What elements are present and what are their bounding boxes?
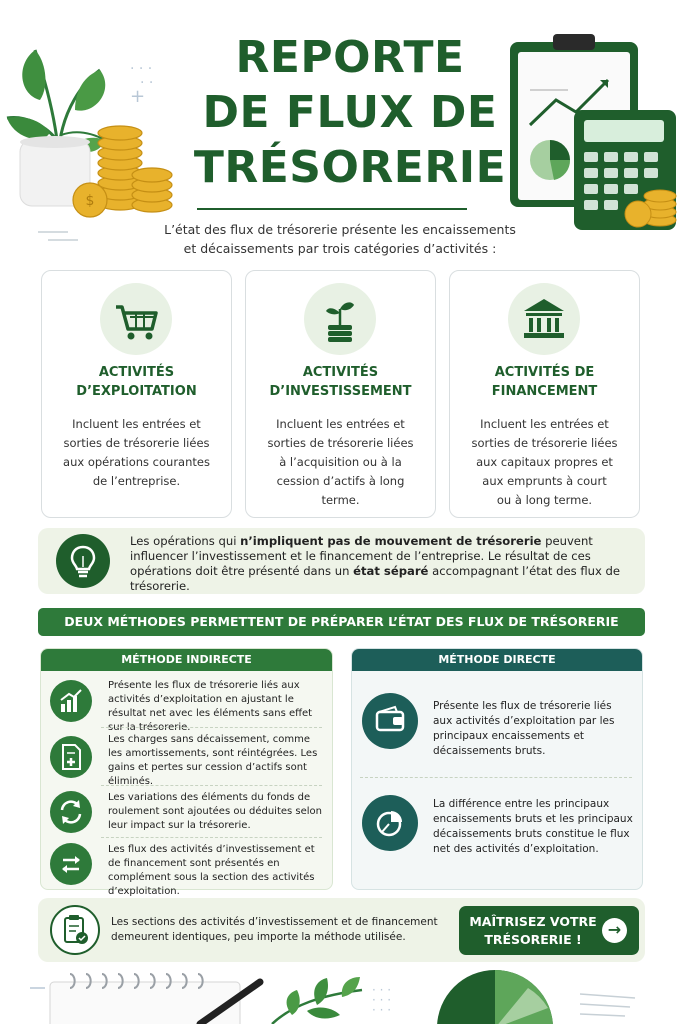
indirect-item-text: Présente les flux de trésorerie liés aux activités d’exploitation en ajustant le résultat net avec les éléments sans effet sur la trésorerie. — [108, 680, 313, 733]
card-description — [460, 415, 629, 510]
lightbulb-icon — [56, 534, 110, 588]
intro-line-1: L’état des flux de trésorerie présente les encaissements — [164, 222, 516, 237]
note-text — [130, 534, 635, 594]
bar-chart-icon — [50, 680, 92, 722]
method-indirect-panel — [40, 648, 333, 897]
card-desc-line: Incluent les entrées et — [72, 417, 201, 431]
card-title-line: ACTIVITÉS — [302, 365, 379, 380]
document-plus-icon — [50, 736, 92, 778]
card-desc-line: sorties de trésorerie liées — [63, 436, 210, 450]
card-desc-line: cession d’actifs à long — [276, 474, 405, 488]
note-text-part: peuvent influencer l’investissement et le financement de l’entreprise. Le résultat de ces opérations doit être présenté dans un — [130, 534, 593, 578]
note-text-part: accompagnant l’état des flux de trésorerie. — [130, 564, 621, 593]
title-line-1: REPORTE — [235, 32, 465, 83]
note-emphasis: n’impliquent pas de mouvement de trésorerie — [240, 534, 542, 548]
non-cash-note — [38, 528, 645, 594]
sparkle-decoration: · · · · · + — [130, 61, 154, 107]
title-line-3: TRÉSORERIE — [193, 142, 507, 193]
clipboard-check-icon — [50, 905, 100, 955]
cta-label-line: TRÉSORERIE ! — [484, 932, 582, 947]
card-desc-line: de l’entreprise. — [92, 474, 181, 488]
exchange-arrows-icon — [50, 843, 92, 885]
footer-text: Les sections des activités d’investissement et de financement demeurent identiques, peu importe la méthode utilisée. — [111, 916, 438, 943]
card-financement — [449, 270, 640, 518]
indirect-item — [41, 675, 332, 733]
note-text-part: Les opérations qui — [130, 534, 241, 548]
card-desc-line: sorties de trésorerie liées — [471, 436, 618, 450]
card-description — [256, 415, 425, 510]
leaf-decoration — [262, 975, 382, 1024]
method-direct-header: MÉTHODE DIRECTE — [352, 649, 642, 671]
cta-label — [469, 913, 597, 949]
pie-chart-icon — [362, 795, 418, 851]
notebook-pen-illustration — [30, 968, 265, 1024]
cta-button[interactable] — [459, 906, 639, 955]
indirect-item — [41, 729, 332, 785]
indirect-item-text: Les variations des éléments du fonds de roulement sont ajoutées ou déduites selon leur impact sur la trésorerie. — [108, 792, 323, 831]
card-title-line: D’EXPLOITATION — [76, 384, 197, 399]
card-desc-line: sorties de trésorerie liées — [267, 436, 414, 450]
card-icon-circle — [304, 283, 376, 355]
card-desc-line: Incluent les entrées et — [480, 417, 609, 431]
bank-icon — [508, 283, 580, 355]
indirect-item-text: Les charges sans décaissement, comme les amortissements, sont réintégrées. Les gains et pertes sur cession d’actifs sont éliminés. — [108, 734, 318, 787]
card-title — [251, 363, 430, 401]
lines-decoration — [580, 990, 640, 1020]
card-desc-line: aux opérations courantes — [63, 455, 210, 469]
card-title-line: ACTIVITÉS — [98, 365, 175, 380]
indirect-item — [41, 839, 332, 897]
intro-line-2: et décaissements par trois catégories d’activités : — [183, 241, 497, 256]
title-underline — [197, 208, 467, 210]
footer-note — [38, 898, 645, 962]
svg-text:$: $ — [85, 193, 95, 209]
intro-text — [140, 220, 540, 258]
arrow-right-icon: → — [602, 918, 627, 943]
card-title — [455, 363, 634, 401]
divider — [101, 785, 322, 786]
direct-item — [352, 687, 642, 767]
card-title-line: FINANCEMENT — [491, 384, 598, 399]
card-exploitation — [41, 270, 232, 518]
indirect-item — [41, 787, 332, 837]
card-icon-circle — [508, 283, 580, 355]
direct-item-text: Présente les flux de trésorerie liés aux activités d’exploitation par les principaux encaissements et décaissements bruts. — [433, 700, 615, 757]
card-desc-line: terme. — [321, 493, 360, 507]
card-desc-line: ou à long terme. — [496, 493, 593, 507]
card-title — [47, 363, 226, 401]
card-desc-line: aux emprunts à court — [482, 474, 607, 488]
calculator-illustration — [572, 108, 678, 233]
card-description — [52, 415, 221, 491]
card-desc-line: à l’acquisition ou à la — [279, 455, 402, 469]
card-title-line: ACTIVITÉS DE — [494, 365, 595, 380]
note-emphasis: état séparé — [353, 564, 429, 578]
methods-banner: DEUX MÉTHODES PERMETTENT DE PRÉPARER L’ÉTAT DES FLUX DE TRÉSORERIE — [38, 608, 645, 636]
divider — [360, 777, 632, 778]
refresh-icon — [50, 791, 92, 833]
card-investissement — [245, 270, 436, 518]
page-title — [150, 30, 550, 195]
cta-label-line: MAÎTRISEZ VOTRE — [469, 914, 597, 929]
divider — [101, 727, 322, 728]
indirect-item-text: Les flux des activités d’investissement et de financement sont présentés en complément sous la section des activités d’exploitation. — [108, 844, 315, 897]
dots-decoration: · · · · · · · · · — [372, 983, 392, 1017]
card-title-line: D’INVESTISSEMENT — [269, 384, 412, 399]
card-icon-circle — [100, 283, 172, 355]
wallet-icon — [362, 693, 418, 749]
title-line-2: DE FLUX DE — [202, 87, 498, 138]
method-indirect-header: MÉTHODE INDIRECTE — [41, 649, 332, 671]
shopping-cart-icon — [100, 283, 172, 355]
pie-chart-illustration — [428, 968, 563, 1024]
lines-decoration — [38, 228, 88, 248]
card-desc-line: aux capitaux propres et — [476, 455, 613, 469]
divider — [101, 837, 322, 838]
method-direct-panel — [351, 648, 643, 890]
card-desc-line: Incluent les entrées et — [276, 417, 405, 431]
plant-coins-icon — [304, 283, 376, 355]
direct-item — [352, 789, 642, 869]
direct-item-text: La différence entre les principaux encaissements bruts et les principaux décaissements bruts constitue le flux net des activités d’exploitation. — [433, 798, 633, 855]
